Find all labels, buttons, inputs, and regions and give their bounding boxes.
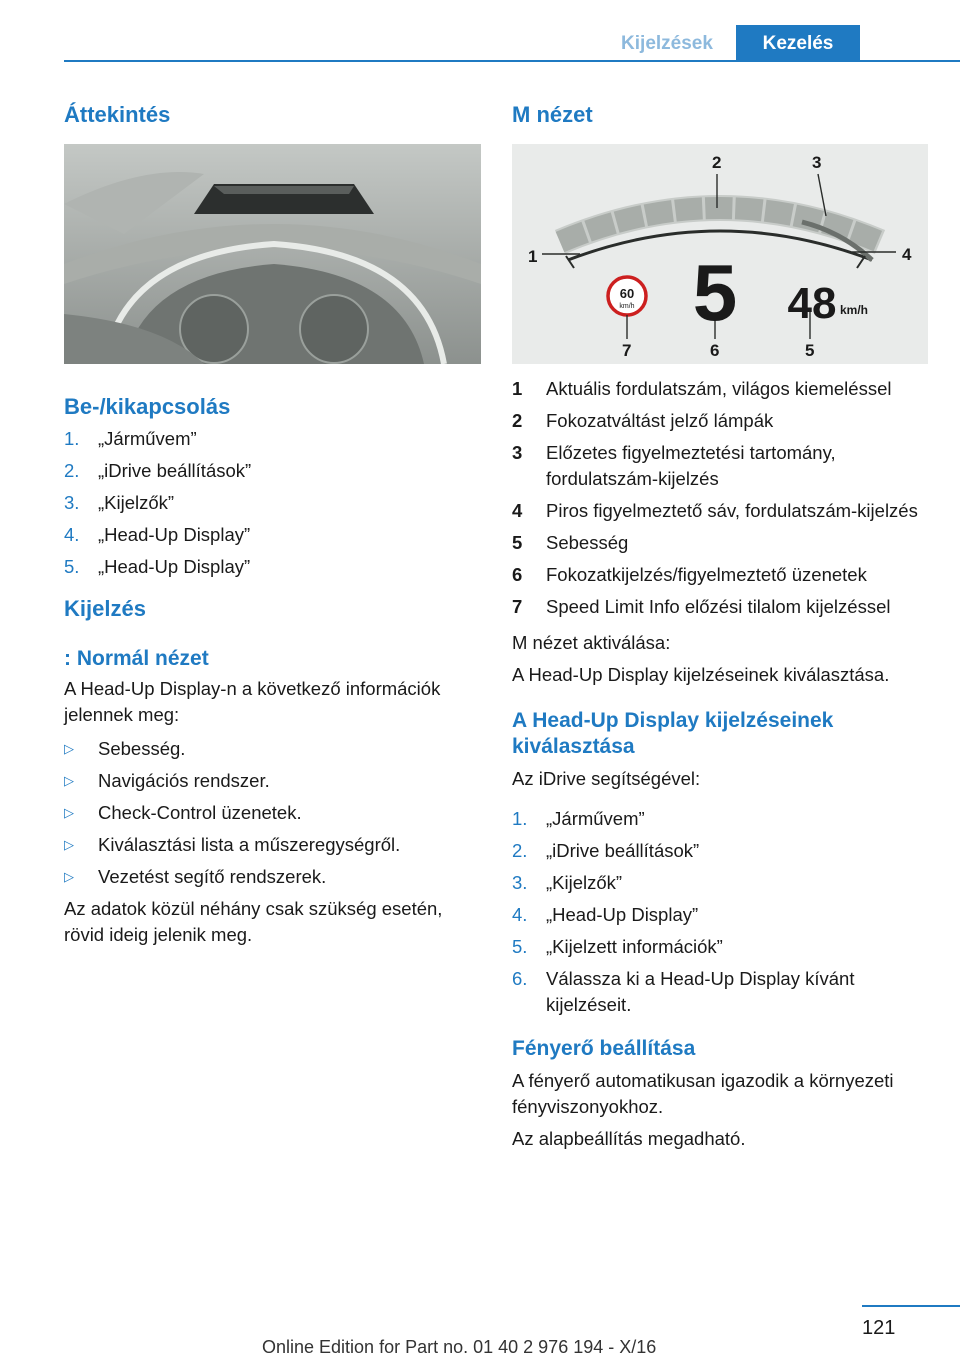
select-step-3: [512, 870, 928, 896]
onoff-step-4: [64, 522, 481, 548]
brightness-text: A fényerő automatikusan igazodik a környezeti fényviszonyokhoz.: [512, 1070, 894, 1117]
normal-item-1: [64, 736, 481, 762]
legend-text: Aktuális fordulatszám, világos kiemeléssel: [546, 378, 892, 399]
title-display: Kijelzés: [64, 596, 146, 621]
gear-indicator: 5: [692, 248, 738, 337]
step-number: 5.: [512, 936, 528, 957]
step-text: „iDrive beállítások”: [546, 840, 700, 861]
speed-limit-value: 60: [619, 286, 635, 301]
normal-view-note: Az adatok közül néhány csak szükség esetén, rövid ideig jelenik meg.: [64, 898, 443, 945]
step-text: Válassza ki a Head-Up Display kívánt kijelzéseit.: [546, 968, 855, 1015]
onoff-step-5: [64, 554, 481, 580]
dashboard-illustration: [64, 144, 481, 364]
legend-text: Piros figyelmeztető sáv, fordulatszám-kijelzés: [546, 500, 918, 521]
figure-m-view-diagram: [512, 144, 928, 364]
activate-label: M nézet aktiválása:: [512, 632, 671, 653]
callout-2: 2: [712, 153, 722, 172]
brightness-note: Az alapbeállítás megadható.: [512, 1128, 746, 1149]
legend-number: 2: [512, 410, 523, 431]
onoff-step-3: [64, 490, 481, 516]
legend-number: 4: [512, 500, 523, 521]
step-number: 3.: [512, 872, 528, 893]
speed-unit: km/h: [840, 303, 869, 317]
m-view-diagram: [512, 144, 928, 364]
onoff-steps-list: [64, 426, 481, 580]
step-number: 6.: [512, 968, 528, 989]
legend-text: Sebesség: [546, 532, 629, 553]
legend-number: 3: [512, 442, 523, 463]
page-number: 121: [862, 1317, 896, 1339]
title-brightness: Fényerő beállítása: [512, 1037, 696, 1060]
step-text: „Kijelzők”: [98, 492, 175, 513]
step-number: 3.: [64, 492, 80, 513]
legend-item-4: [512, 498, 928, 524]
legend-item-2: [512, 408, 928, 434]
legend-text: Fokozatkijelzés/figyelmeztető üzenetek: [546, 564, 867, 585]
legend-item-1: [512, 376, 928, 402]
figure-legend: [512, 376, 928, 620]
select-step-2: [512, 838, 928, 864]
select-steps-list: [512, 806, 928, 1018]
step-number: 5.: [64, 556, 80, 577]
legend-item-5: [512, 530, 928, 556]
normal-item-2: [64, 768, 481, 794]
normal-view-items: [64, 736, 481, 890]
select-step-5: [512, 934, 928, 960]
legend-number: 5: [512, 532, 523, 553]
normal-item-4: [64, 832, 481, 858]
step-text: „Kijelzők”: [546, 872, 623, 893]
step-text: „Head-Up Display”: [98, 556, 251, 577]
legend-item-7: [512, 594, 928, 620]
select-step-4: [512, 902, 928, 928]
normal-view-intro: A Head-Up Display-n a következő információk jelennek meg:: [64, 678, 441, 725]
title-select-displays: A Head-Up Display kijelzéseinek kiválasztása: [512, 709, 834, 758]
select-step-1: [512, 806, 928, 832]
title-normal-view: : Normál nézet: [64, 647, 209, 670]
legend-text: Speed Limit Info előzési tilalom kijelzéssel: [546, 596, 891, 617]
legend-text: Előzetes figyelmeztetési tartomány, fordulatszám-kijelzés: [546, 442, 836, 489]
header-rule: [64, 60, 960, 62]
triangle-bullet-icon: ▷: [64, 741, 74, 756]
callout-6: 6: [710, 341, 720, 360]
legend-text: Fokozatváltást jelző lámpák: [546, 410, 774, 431]
title-m-view: M nézet: [512, 102, 593, 127]
callout-5: 5: [805, 341, 815, 360]
step-number: 4.: [64, 524, 80, 545]
select-step-6: [512, 966, 928, 1018]
legend-number: 1: [512, 378, 523, 399]
legend-number: 7: [512, 596, 523, 617]
step-text: „Járművem”: [546, 808, 645, 829]
normal-item-text: Kiválasztási lista a műszeregységről.: [98, 834, 401, 855]
footer-rule: [862, 1305, 960, 1307]
onoff-step-2: [64, 458, 481, 484]
callout-4: 4: [902, 245, 912, 264]
callout-7: 7: [622, 341, 632, 360]
triangle-bullet-icon: ▷: [64, 805, 74, 820]
legend-item-6: [512, 562, 928, 588]
edition-line: Online Edition for Part no. 01 40 2 976 194 - X/16: [262, 1337, 657, 1357]
step-text: „Head-Up Display”: [546, 904, 699, 925]
onoff-step-1: [64, 426, 481, 452]
step-number: 4.: [512, 904, 528, 925]
callout-1: 1: [528, 247, 538, 266]
triangle-bullet-icon: ▷: [64, 837, 74, 852]
step-number: 1.: [64, 428, 80, 449]
title-on-off: Be-/kikapcsolás: [64, 394, 231, 419]
normal-item-text: Navigációs rendszer.: [98, 770, 270, 791]
step-text: „Kijelzett információk”: [546, 936, 723, 957]
normal-item-text: Sebesség.: [98, 738, 186, 759]
normal-item-text: Vezetést segítő rendszerek.: [98, 866, 327, 887]
step-number: 1.: [512, 808, 528, 829]
triangle-bullet-icon: ▷: [64, 773, 74, 788]
triangle-bullet-icon: ▷: [64, 869, 74, 884]
normal-item-text: Check-Control üzenetek.: [98, 802, 302, 823]
right-column: [512, 100, 928, 1152]
activate-text: A Head-Up Display kijelzéseinek kiválasztása.: [512, 664, 890, 685]
step-number: 2.: [512, 840, 528, 861]
step-text: „Head-Up Display”: [98, 524, 251, 545]
normal-item-3: [64, 800, 481, 826]
speed-limit-unit: km/h: [619, 303, 635, 310]
legend-number: 6: [512, 564, 523, 585]
header-tab-kijelzesek[interactable]: Kijelzések: [621, 33, 713, 54]
callout-3: 3: [812, 153, 822, 172]
legend-item-3: [512, 440, 928, 492]
header-tab-kezeles[interactable]: Kezelés: [736, 25, 860, 62]
title-overview: Áttekintés: [64, 102, 171, 127]
normal-item-5: [64, 864, 481, 890]
step-text: „Járművem”: [98, 428, 197, 449]
step-number: 2.: [64, 460, 80, 481]
figure-dashboard-photo: [64, 144, 481, 364]
step-text: „iDrive beállítások”: [98, 460, 252, 481]
select-intro: Az iDrive segítségével:: [512, 768, 701, 789]
speed-value: 48: [787, 279, 837, 328]
left-column: [64, 100, 481, 948]
